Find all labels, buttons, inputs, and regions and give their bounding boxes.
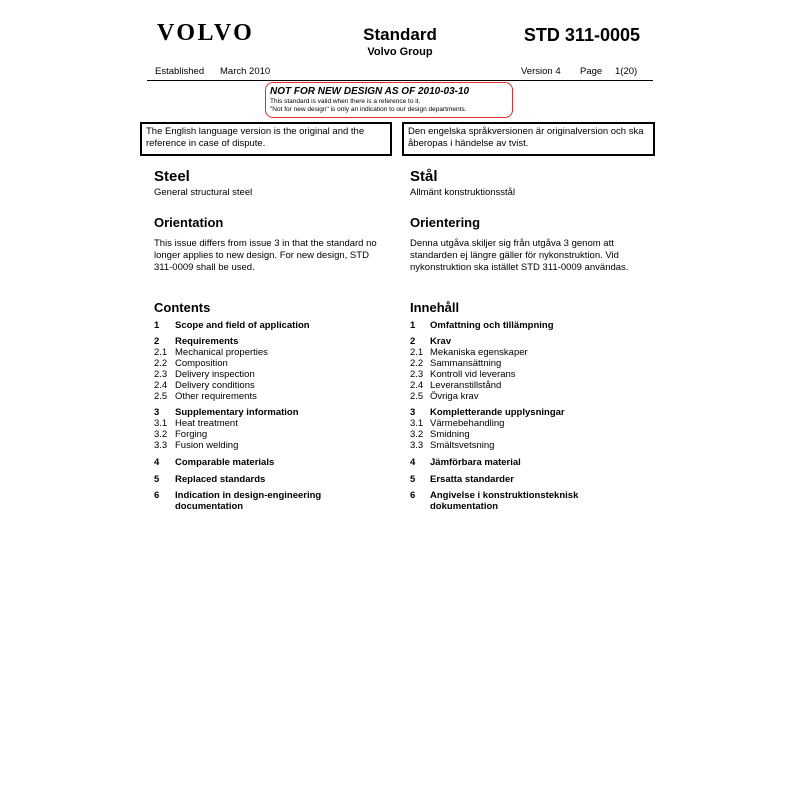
toc-entry: Mechanical properties (175, 347, 268, 358)
english-subtitle: General structural steel (154, 187, 253, 198)
toc-number: 2 (154, 336, 160, 347)
toc-entry: dokumentation (430, 501, 499, 512)
swedish-contents-heading: Innehåll (410, 300, 460, 315)
notice-line-1: This standard is valid when there is a reference to it. (270, 98, 421, 105)
version-label: Version 4 (521, 66, 561, 77)
toc-number: 3.3 (154, 440, 168, 451)
established-label: Established (155, 66, 205, 77)
toc-number: 3 (154, 407, 160, 418)
toc-number: 3.3 (410, 440, 424, 451)
document-type-title: Standard (363, 25, 437, 44)
toc-entry: Omfattning och tillämpning (430, 320, 554, 331)
toc-entry: Supplementary information (175, 407, 299, 418)
organization-name: Volvo Group (367, 46, 433, 58)
toc-number: 2.4 (410, 380, 424, 391)
toc-number: 2.2 (154, 358, 168, 369)
toc-number: 2.3 (410, 369, 424, 380)
not-for-new-design-notice (265, 82, 513, 118)
page-value: 1(20) (615, 66, 638, 77)
toc-entry: Delivery inspection (175, 369, 255, 380)
toc-number: 3.1 (410, 418, 424, 429)
swedish-language-note: Den engelska språkversionen är originalversion och ska åberopas i händelse av tvist. (402, 122, 655, 156)
toc-number: 2.1 (154, 347, 168, 358)
swedish-orientation-heading: Orientering (410, 215, 481, 230)
english-orientation-text: This issue differs from issue 3 in that the standard no longer applies to new design. For new design, STD 311-0009 shall be used. (154, 238, 377, 273)
toc-number: 3.1 (154, 418, 168, 429)
toc-number: 2.5 (154, 391, 168, 402)
toc-number: 2 (410, 336, 416, 347)
toc-entry: Värmebehandling (430, 418, 505, 429)
english-title: Steel (154, 168, 190, 185)
toc-entry: Jämförbara material (430, 457, 521, 468)
toc-entry: Mekaniska egenskaper (430, 347, 528, 358)
english-contents-heading: Contents (154, 300, 211, 315)
toc-number: 4 (154, 457, 160, 468)
toc-number: 1 (154, 320, 160, 331)
established-date: March 2010 (220, 66, 271, 77)
toc-entry: Sammansättning (430, 358, 502, 369)
toc-entry: Requirements (175, 336, 239, 347)
toc-entry: Angivelse i konstruktionsteknisk (430, 490, 579, 501)
page-label: Page (580, 66, 603, 77)
toc-entry: Replaced standards (175, 474, 266, 485)
toc-number: 5 (410, 474, 416, 485)
toc-number: 2.2 (410, 358, 424, 369)
toc-number: 3.2 (154, 429, 168, 440)
document-number: STD 311-0005 (523, 25, 640, 45)
toc-entry: Comparable materials (175, 457, 275, 468)
toc-number: 2.3 (154, 369, 168, 380)
toc-entry: Delivery conditions (175, 380, 255, 391)
notice-title: NOT FOR NEW DESIGN AS OF 2010-03-10 (270, 86, 470, 97)
toc-number: 2.4 (154, 380, 168, 391)
toc-number: 1 (410, 320, 416, 331)
toc-entry: Scope and field of application (175, 320, 310, 331)
toc-number: 6 (410, 490, 416, 501)
toc-entry: Ersatta standarder (430, 474, 514, 485)
toc-entry: Indication in design-engineering (175, 490, 322, 501)
toc-entry: Kontroll vid leverans (430, 369, 516, 380)
toc-number: 5 (154, 474, 160, 485)
notice-line-2: "Not for new design" is only an indication to our design departments. (270, 106, 467, 113)
toc-entry: Heat treatment (175, 418, 238, 429)
toc-entry: Smidning (430, 429, 470, 440)
english-orientation-heading: Orientation (154, 215, 224, 230)
toc-number: 4 (410, 457, 416, 468)
toc-entry: Övriga krav (430, 391, 479, 402)
toc-entry: documentation (175, 501, 244, 512)
toc-number: 6 (154, 490, 160, 501)
toc-number: 3 (410, 407, 416, 418)
toc-entry: Forging (175, 429, 208, 440)
swedish-subtitle: Allmänt konstruktionsstål (410, 187, 516, 198)
header-divider (147, 80, 653, 81)
toc-entry: Leveranstillstånd (430, 380, 502, 391)
swedish-orientation-text: Denna utgåva skiljer sig från utgåva 3 genom att standarden ej längre gäller för nykonstruktion. Vid nykonstruktion ska istället STD 311-0009 användas. (410, 238, 629, 273)
toc-entry: Krav (430, 336, 452, 347)
toc-entry: Other requirements (175, 391, 257, 402)
toc-entry: Composition (175, 358, 228, 369)
toc-entry: Fusion welding (175, 440, 239, 451)
swedish-title: Stål (410, 168, 438, 185)
toc-entry: Kompletterande upplysningar (430, 407, 565, 418)
toc-number: 2.1 (410, 347, 424, 358)
english-language-note: The English language version is the original and the reference in case of dispute. (140, 122, 392, 156)
toc-number: 3.2 (410, 429, 424, 440)
toc-entry: Smältsvetsning (430, 440, 495, 451)
volvo-logo: VOLVO (157, 20, 255, 46)
toc-number: 2.5 (410, 391, 424, 402)
